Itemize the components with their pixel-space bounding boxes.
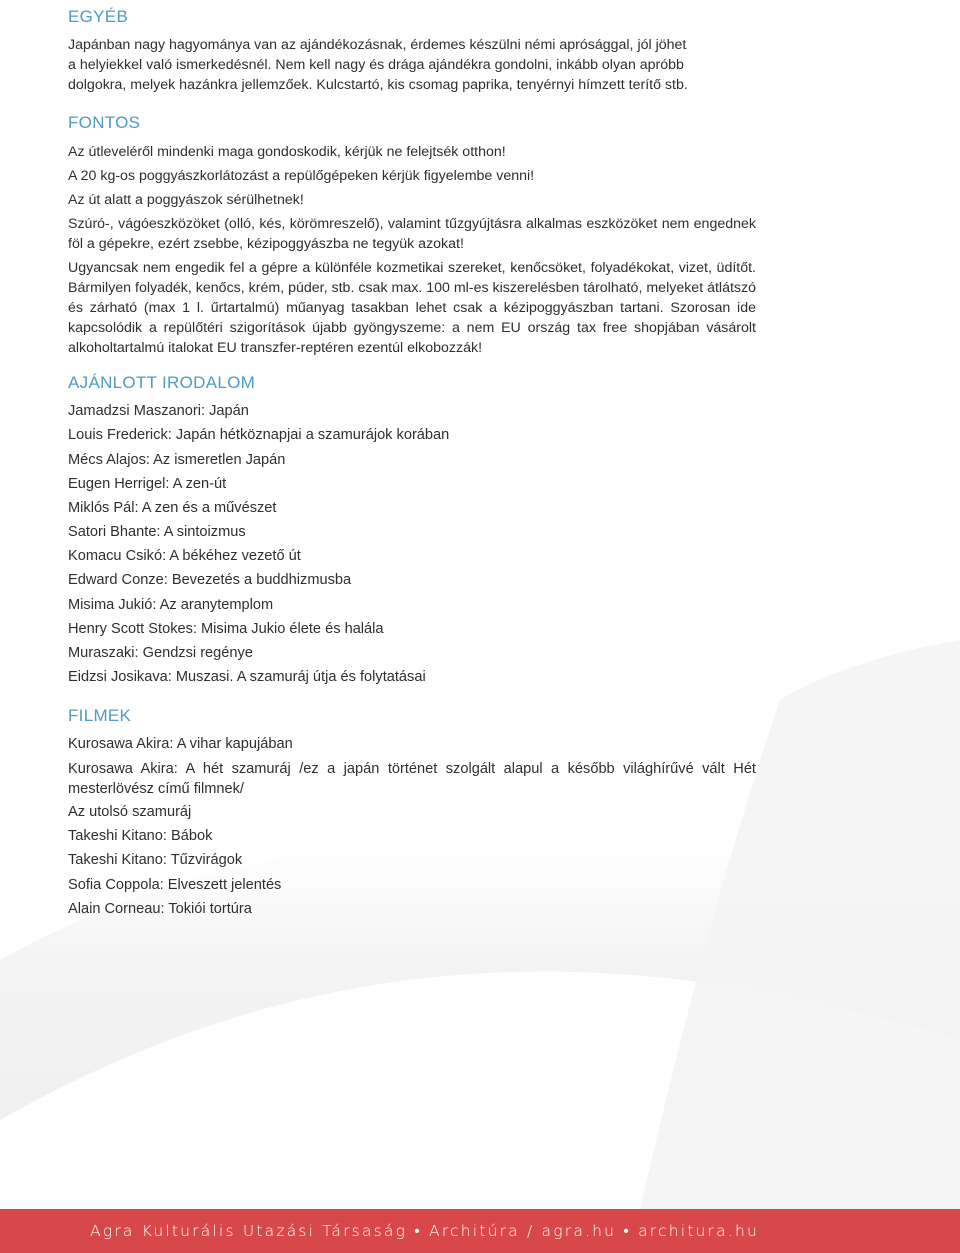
book-item: Komacu Csikó: A békéhez vezető út — [68, 548, 301, 564]
egyeb-line-1: Japánban nagy hagyománya van az ajándékozásnak, érdemes készülni némi aprósággal, jól jöhet — [68, 37, 687, 53]
film-item: Sofia Coppola: Elveszett jelentés — [68, 877, 282, 893]
footer-text: Agra Kulturális Utazási Társaság • Architúra / agra.hu • architura.hu — [90, 1221, 759, 1240]
book-item: Misima Jukió: Az aranytemplom — [68, 597, 274, 613]
heading-egyeb: EGYÉB — [68, 7, 129, 26]
book-item: Eidzsi Josikava: Muszasi. A szamuráj útja és folytatásai — [68, 669, 426, 685]
fontos-p4: Szúró-, vágóeszközöket (olló, kés, körömreszelő), valamint tűzgyújtásra alkalmas eszközöket nem engednek föl a gépekre, ezért zsebbe, kézipoggyászba ne tegyük azokat! — [68, 216, 756, 252]
footer-bar — [0, 1209, 960, 1253]
book-item: Jamadzsi Maszanori: Japán — [68, 403, 249, 419]
book-item: Henry Scott Stokes: Misima Jukio élete és halála — [68, 621, 384, 637]
film-item: Alain Corneau: Tokiói tortúra — [68, 901, 252, 917]
book-item: Muraszaki: Gendzsi regénye — [68, 645, 253, 661]
film-item: Takeshi Kitano: Bábok — [68, 828, 213, 844]
film-item: Takeshi Kitano: Tűzvirágok — [68, 852, 243, 868]
book-item: Edward Conze: Bevezetés a buddhizmusba — [68, 572, 352, 588]
book-item: Miklós Pál: A zen és a művészet — [68, 500, 277, 516]
fontos-p5: Ugyancsak nem engedik fel a gépre a különféle kozmetikai szereket, kenőcsöket, folyadékokat, vizet, üdítőt. Bármilyen folyadék, kenőcs, krém, púder, stb. csak max. 100 ml-es kiszerelésben tárolható, melyeket átlátszó és zárható (max 1 l. űrtartalmú) műanyag tasakban lehet csak a kézipoggyászban tartani. Szorosan ide kapcsolódik a repülőtéri szigorítások újabb gyöngyszeme: a nem EU ország tax free shopjában vásárolt alkoholtartalmú italokat EU transzfer-reptéren ezentúl elkobozzák! — [68, 260, 756, 356]
film-item: Az utolsó szamuráj — [68, 804, 192, 820]
book-item: Louis Frederick: Japán hétköznapjai a szamurájok korában — [68, 427, 450, 443]
film-item: Kurosawa Akira: A hét szamuráj /ez a japán történet szolgált alapul a később világhírűvé vált Hét mesterlövész című filmnek/ — [68, 761, 756, 797]
film-item: Kurosawa Akira: A vihar kapujában — [68, 736, 293, 752]
fontos-p1: Az útleveléről mindenki maga gondoskodik, kérjük ne felejtsék otthon! — [68, 144, 506, 160]
fontos-p2: A 20 kg-os poggyászkorlátozást a repülőgépeken kérjük figyelembe venni! — [68, 168, 535, 184]
egyeb-line-3: dolgokra, melyek hazánkra jellemzőek. Kulcstartó, kis csomag paprika, tenyérnyi hímzett terítő stb. — [68, 77, 688, 93]
heading-irodalom: AJÁNLOTT IRODALOM — [68, 373, 256, 392]
heading-filmek: FILMEK — [68, 706, 132, 725]
fontos-p3: Az út alatt a poggyászok sérülhetnek! — [68, 192, 304, 208]
heading-fontos: FONTOS — [68, 113, 141, 132]
book-item: Satori Bhante: A sintoizmus — [68, 524, 246, 540]
book-item: Mécs Alajos: Az ismeretlen Japán — [68, 452, 286, 468]
book-item: Eugen Herrigel: A zen-út — [68, 476, 227, 492]
egyeb-line-2: a helyiekkel való ismerkedésnél. Nem kell nagy és drága ajándékra gondolni, inkább olyan apróbb — [68, 57, 684, 73]
